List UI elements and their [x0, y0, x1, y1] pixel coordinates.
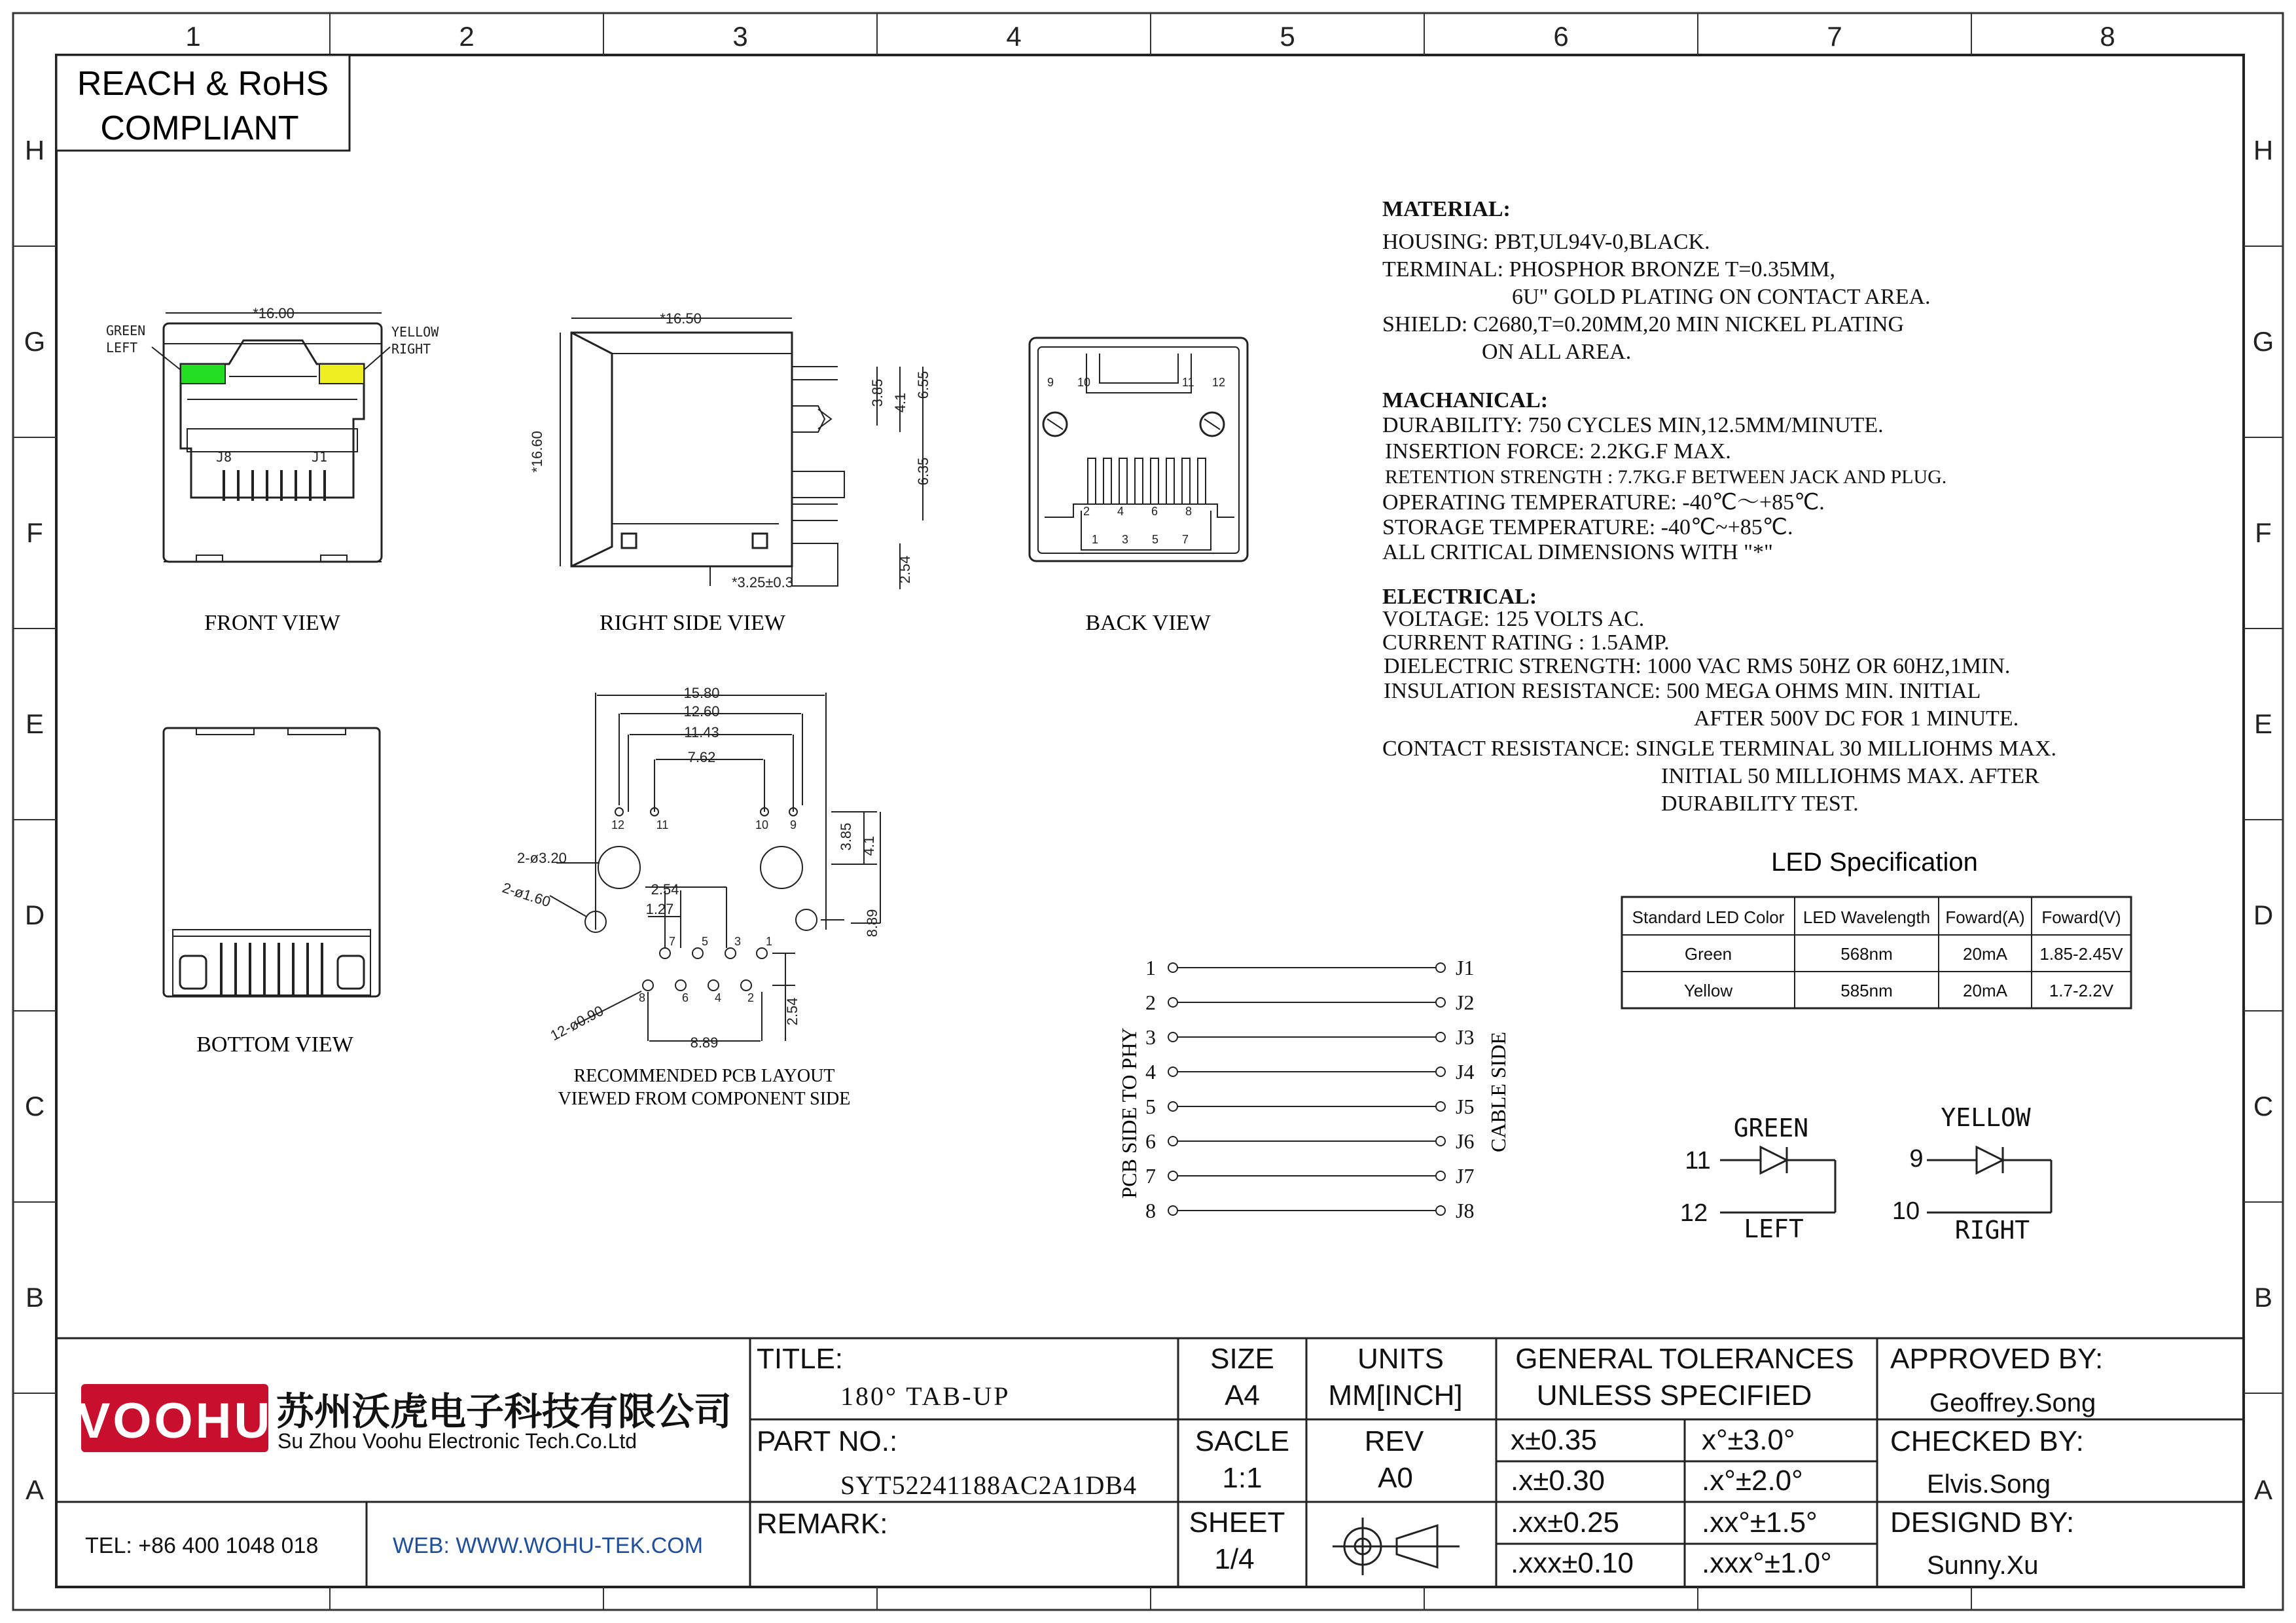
pcb-dim-254-a: 2.54: [651, 881, 679, 898]
right-side-view-label: RIGHT SIDE VIEW: [600, 611, 785, 635]
grid-row-label-left-C: C: [24, 1091, 45, 1122]
pcb-dim-1580: 15.80: [683, 685, 720, 701]
led-yellow-name: YELLOW: [1941, 1103, 2031, 1132]
sheet-label: SHEET: [1189, 1506, 1285, 1539]
units-label: UNITS: [1357, 1343, 1444, 1375]
grid-col-label-5: 5: [1280, 21, 1295, 52]
grid-row-label-right-H: H: [2253, 135, 2274, 166]
grid-row-label-left-F: F: [26, 517, 43, 548]
front-width-dim: *16.00: [253, 305, 295, 321]
right-pin-dim: *3.25±0.3: [731, 574, 794, 591]
mechanical-line-5: STORAGE TEMPERATURE: -40℃~+85℃.: [1382, 515, 1793, 539]
led-spec-title: LED Specification: [1771, 848, 1978, 877]
schematic-pin-row: [1145, 1095, 1474, 1118]
schematic-pin-left-label: 4: [1145, 1060, 1156, 1084]
right-height-dim: *16.60: [529, 431, 545, 473]
led-green-name: GREEN: [1733, 1114, 1809, 1142]
bottom-view-label: BOTTOM VIEW: [196, 1032, 353, 1057]
grid-col-label-2: 2: [459, 21, 475, 52]
grid-row-label-left-B: B: [25, 1282, 45, 1313]
grid-row-label-right-F: F: [2255, 517, 2272, 548]
schematic-pin-right-label: J8: [1456, 1199, 1475, 1222]
right-dim-41: 4.1: [892, 392, 908, 413]
back-pin-1: 1: [1092, 533, 1099, 546]
back-pin-4: 4: [1117, 505, 1124, 518]
grid-col-label-3: 3: [732, 21, 748, 52]
company-logo: [77, 1384, 273, 1452]
projection-symbol-icon: [1333, 1518, 1460, 1575]
schematic-pin-row: [1145, 991, 1474, 1014]
bottom-view: [164, 728, 380, 996]
schematic-pin-left-node: [1168, 963, 1177, 972]
front-led-yellow-label-2: RIGHT: [391, 341, 431, 357]
schematic-pin-right-label: J6: [1456, 1129, 1475, 1153]
pcb-labels: [500, 685, 880, 1051]
back-view-contacts: [1088, 458, 1206, 504]
electrical-line-7: INITIAL 50 MILLIOHMS MAX. AFTER: [1661, 764, 2039, 788]
led-schematic-yellow: [1927, 1147, 2051, 1213]
checked-label: CHECKED BY:: [1890, 1425, 2084, 1457]
schematic-right-label: CABLE SIDE: [1486, 1032, 1510, 1152]
pcb-pad-7: 7: [669, 935, 676, 948]
tolerance-title-2: UNLESS SPECIFIED: [1536, 1379, 1812, 1412]
electrical-line-1: VOLTAGE: 125 VOLTS AC.: [1382, 607, 1645, 631]
schematic-pin-right-label: J7: [1456, 1164, 1475, 1188]
schematic-pin-right-label: J1: [1456, 956, 1475, 979]
schematic-pin-row: [1145, 1025, 1474, 1049]
led-green-pin-11: 11: [1685, 1147, 1711, 1175]
material-line-2: TERMINAL: PHOSPHOR BRONZE T=0.35MM,: [1382, 257, 1836, 282]
pcb-hole-090: 12-ø0.90: [547, 1002, 607, 1044]
led-spec-row2-wavelength: 585nm: [1840, 981, 1893, 1000]
designed-value: Sunny.Xu: [1927, 1551, 2039, 1580]
pcb-pad-9: 9: [789, 818, 797, 831]
material-section: [1382, 197, 1931, 364]
schematic-pin-right-node: [1436, 998, 1445, 1007]
back-view: [1030, 338, 1247, 561]
electrical-line-2: CURRENT RATING : 1.5AMP.: [1382, 630, 1670, 655]
led-yellow-pin-9: 9: [1909, 1145, 1924, 1173]
size-value: A4: [1225, 1379, 1260, 1412]
electrical-line-6: CONTACT RESISTANCE: SINGLE TERMINAL 30 MILLIOHMS MAX.: [1382, 737, 2056, 761]
grid-col-label-8: 8: [2100, 21, 2115, 52]
led-spec-row2-color: Yellow: [1683, 981, 1733, 1000]
back-view-label: BACK VIEW: [1085, 611, 1211, 635]
led-spec-header-wavelength: LED Wavelength: [1803, 907, 1931, 927]
schematic-pin-left-node: [1168, 1206, 1177, 1215]
back-pin-7: 7: [1182, 533, 1189, 546]
front-pin-j1: J1: [312, 449, 328, 465]
material-line-4: SHIELD: C2680,T=0.20MM,20 MIN NICKEL PLATING: [1382, 312, 1905, 337]
title-label: TITLE:: [757, 1343, 844, 1375]
compliance-box: [56, 55, 350, 151]
led-yellow-side: RIGHT: [1954, 1216, 2030, 1245]
pcb-pad-5: 5: [702, 935, 709, 948]
led-spec-row1-forward-v: 1.85-2.45V: [2039, 944, 2123, 964]
electrical-line-3: DIELECTRIC STRENGTH: 1000 VAC RMS 50HZ OR 60HZ,1MIN.: [1384, 654, 2011, 678]
right-side-view: [529, 310, 931, 591]
tol-linear-1: .x±0.30: [1511, 1465, 1605, 1497]
grid-col-label-7: 7: [1827, 21, 1842, 52]
tol-angular-3: .xxx°±1.0°: [1702, 1547, 1832, 1579]
led-spec-row1-color: Green: [1684, 944, 1732, 964]
back-pin-3: 3: [1122, 533, 1129, 546]
electrical-title: ELECTRICAL:: [1382, 585, 1537, 609]
checked-value: Elvis.Song: [1927, 1470, 2051, 1499]
mechanical-title: MACHANICAL:: [1382, 388, 1549, 412]
schematic-pin-right-node: [1436, 1032, 1445, 1042]
schematic-pin-left-node: [1168, 998, 1177, 1007]
schematic-pin-left-label: 6: [1145, 1129, 1156, 1153]
approved-label: APPROVED BY:: [1890, 1343, 2104, 1375]
front-led-green-label-1: GREEN: [106, 323, 146, 338]
schematic-pin-left-node: [1168, 1032, 1177, 1042]
pcb-pad-3: 3: [734, 935, 742, 948]
company-name-cn: 苏州沃虎电子科技有限公司: [276, 1391, 732, 1433]
led-spec-row2-forward-v: 1.7-2.2V: [2049, 981, 2114, 1000]
mechanical-section: [1382, 388, 1946, 564]
schematic-pin-left-node: [1168, 1171, 1177, 1180]
schematic-pin-left-label: 8: [1145, 1199, 1156, 1222]
led-yellow-pin-10: 10: [1892, 1197, 1920, 1225]
mechanical-line-2: INSERTION FORCE: 2.2KG.F MAX.: [1385, 439, 1731, 464]
led-green-pin-12: 12: [1679, 1199, 1708, 1227]
front-led-yellow: [319, 364, 364, 384]
front-pin-j8: J8: [216, 449, 232, 465]
pcb-dim-889: 8.89: [690, 1034, 719, 1051]
tol-angular-1: .x°±2.0°: [1702, 1465, 1803, 1497]
size-label: SIZE: [1210, 1343, 1274, 1375]
right-depth-dim: *16.50: [660, 310, 702, 327]
schematic-pin-row: [1145, 1060, 1474, 1084]
pcb-pad-10: 10: [755, 818, 769, 831]
company-tel: TEL: +86 400 1048 018: [85, 1533, 319, 1558]
grid-column-markers-bottom: [330, 1587, 1971, 1610]
schematic-pin-right-label: J4: [1456, 1060, 1475, 1084]
company-name-en: Su Zhou Voohu Electronic Tech.Co.Ltd: [278, 1429, 637, 1453]
rev-value: A0: [1378, 1462, 1413, 1494]
schematic-pin-row: [1145, 956, 1474, 979]
electrical-section: [1382, 585, 2056, 816]
grid-row-label-right-A: A: [2253, 1474, 2273, 1505]
schematic-pin-row: [1145, 1164, 1474, 1188]
schematic-pin-left-label: 3: [1145, 1025, 1156, 1049]
schematic-pin-right-node: [1436, 1067, 1445, 1076]
pcb-hole-160: 2-ø1.60: [500, 879, 553, 911]
grid-row-markers-right: [2244, 135, 2283, 1505]
back-pin-5: 5: [1152, 533, 1159, 546]
right-dim-385: 3.85: [869, 378, 886, 407]
right-dim-655: 6.55: [915, 371, 931, 399]
material-line-5: ON ALL AREA.: [1482, 340, 1632, 364]
back-view-pin-labels: [1047, 376, 1225, 546]
front-view-label: FRONT VIEW: [204, 611, 340, 635]
grid-row-label-left-A: A: [25, 1474, 45, 1505]
tol-angular-2: .xx°±1.5°: [1702, 1506, 1818, 1539]
schematic-pin-left-node: [1168, 1102, 1177, 1111]
part-value: SYT52241188AC2A1DB4: [840, 1470, 1138, 1500]
pcb-pad-1: 1: [766, 935, 773, 948]
pcb-label-2: VIEWED FROM COMPONENT SIDE: [558, 1089, 851, 1109]
grid-col-label-4: 4: [1006, 21, 1022, 52]
mechanical-line-6: ALL CRITICAL DIMENSIONS WITH "*": [1382, 540, 1773, 564]
scale-label: SACLE: [1194, 1425, 1290, 1457]
tol-linear-0: x±0.35: [1511, 1424, 1597, 1456]
material-line-3: 6U" GOLD PLATING ON CONTACT AREA.: [1512, 285, 1931, 309]
back-pin-2: 2: [1083, 505, 1090, 518]
pcb-label-1: RECOMMENDED PCB LAYOUT: [573, 1066, 835, 1086]
compliance-line-2: COMPLIANT: [100, 109, 299, 147]
schematic-pin-right-node: [1436, 1102, 1445, 1111]
back-pin-6: 6: [1151, 505, 1158, 518]
schematic-pin-right-node: [1436, 1137, 1445, 1146]
grid-row-label-right-C: C: [2253, 1091, 2274, 1122]
pcb-hole-320: 2-ø3.20: [517, 850, 567, 866]
schematic-pin-right-label: J3: [1456, 1025, 1475, 1049]
pcb-pad-4: 4: [715, 991, 722, 1004]
front-led-green-label-2: LEFT: [106, 340, 138, 356]
scale-value: 1:1: [1222, 1462, 1263, 1494]
compliance-line-1: REACH & RoHS: [77, 65, 329, 103]
led-schematic-green: [1720, 1147, 1835, 1213]
schematic-pin-row: [1145, 1199, 1474, 1222]
back-pin-11: 11: [1182, 376, 1194, 389]
schematic-pin-left-label: 2: [1145, 991, 1156, 1014]
front-led-green: [181, 364, 225, 384]
grid-column-markers-top: [185, 13, 2115, 55]
title-block: [56, 1338, 2244, 1587]
led-spec-header-forward-a: Foward(A): [1945, 907, 2025, 927]
schematic-pin-row: [1145, 1129, 1474, 1153]
grid-row-markers-left: [13, 135, 56, 1505]
pcb-dim-1260: 12.60: [683, 703, 720, 720]
pcb-dim-889-vertical: 8.89: [864, 909, 880, 938]
tol-linear-2: .xx±0.25: [1511, 1506, 1620, 1539]
front-view: [106, 305, 439, 562]
pcb-dim-254-b: 2.54: [784, 997, 800, 1026]
material-title: MATERIAL:: [1382, 197, 1511, 221]
back-pin-10: 10: [1077, 376, 1091, 389]
back-pin-12: 12: [1212, 376, 1226, 389]
grid-row-label-left-H: H: [24, 135, 45, 166]
right-dim-254: 2.54: [897, 555, 913, 584]
pcb-dim-41: 4.1: [861, 835, 877, 856]
pcb-pad-8: 8: [639, 991, 646, 1004]
front-led-yellow-label-1: YELLOW: [391, 324, 439, 340]
electrical-line-5: AFTER 500V DC FOR 1 MINUTE.: [1694, 706, 2019, 731]
grid-col-label-6: 6: [1553, 21, 1569, 52]
tol-linear-3: .xxx±0.10: [1511, 1547, 1634, 1579]
front-contacts: [224, 470, 325, 501]
pcb-pad-6: 6: [682, 991, 689, 1004]
pcb-dim-762: 7.62: [687, 749, 716, 765]
logo-text: VOOHU: [77, 1393, 273, 1449]
approved-value: Geoffrey.Song: [1929, 1389, 2096, 1417]
company-web: WEB: WWW.WOHU-TEK.COM: [393, 1533, 704, 1558]
pin-schematic: [1145, 956, 1474, 1222]
part-label: PART NO.:: [757, 1425, 898, 1457]
schematic-pin-right-node: [1436, 963, 1445, 972]
schematic-pin-left-node: [1168, 1137, 1177, 1146]
schematic-left-label: PCB SIDE TO PHY: [1117, 1027, 1141, 1199]
front-housing: [164, 323, 382, 562]
designed-label: DESIGND BY:: [1890, 1506, 2075, 1539]
material-line-1: HOUSING: PBT,UL94V-0,BLACK.: [1382, 230, 1710, 254]
remark-label: REMARK:: [757, 1508, 888, 1540]
sheet-value: 1/4: [1214, 1543, 1255, 1575]
mechanical-line-1: DURABILITY: 750 CYCLES MIN,12.5MM/MINUTE.: [1382, 413, 1884, 437]
schematic-pin-left-label: 5: [1145, 1095, 1156, 1118]
pcb-pad-2: 2: [747, 991, 755, 1004]
pcb-pad-12: 12: [611, 818, 625, 831]
schematic-pin-right-node: [1436, 1171, 1445, 1180]
grid-row-label-right-E: E: [2253, 708, 2273, 739]
led-spec-row2-forward-a: 20mA: [1963, 981, 2007, 1000]
schematic-pin-right-label: J5: [1456, 1095, 1475, 1118]
pcb-dim-127: 1.27: [645, 901, 674, 917]
tolerance-title-1: GENERAL TOLERANCES: [1515, 1343, 1854, 1375]
mechanical-line-4: OPERATING TEMPERATURE: -40℃～+85℃.: [1382, 490, 1825, 515]
led-green-side: LEFT: [1744, 1214, 1804, 1243]
title-value: 180° TAB-UP: [840, 1381, 1011, 1411]
pcb-dim-385: 3.85: [838, 822, 854, 851]
grid-row-label-right-G: G: [2252, 326, 2274, 357]
led-spec-table: [1622, 897, 2131, 1008]
pcb-dim-1143: 11.43: [684, 724, 719, 740]
grid-row-label-left-D: D: [24, 900, 45, 930]
grid-col-label-1: 1: [185, 21, 201, 52]
schematic-pin-right-node: [1436, 1206, 1445, 1215]
grid-row-label-right-D: D: [2253, 900, 2274, 930]
electrical-line-4: INSULATION RESISTANCE: 500 MEGA OHMS MIN. INITIAL: [1384, 679, 1981, 703]
electrical-line-8: DURABILITY TEST.: [1661, 792, 1859, 816]
grid-row-label-left-E: E: [25, 708, 45, 739]
led-spec-row1-forward-a: 20mA: [1963, 944, 2007, 964]
units-value: MM[INCH]: [1328, 1379, 1463, 1412]
schematic-pin-left-node: [1168, 1067, 1177, 1076]
grid-row-label-right-B: B: [2253, 1282, 2273, 1313]
mechanical-line-3: RETENTION STRENGTH : 7.7KG.F BETWEEN JACK AND PLUG.: [1385, 466, 1947, 488]
pcb-layout: [550, 693, 880, 1041]
led-spec-header-forward-v: Foward(V): [2041, 907, 2121, 927]
led-spec-header-color: Standard LED Color: [1632, 907, 1785, 927]
schematic-pin-left-label: 7: [1145, 1164, 1156, 1188]
grid-row-label-left-G: G: [24, 326, 46, 357]
led-spec-row1-wavelength: 568nm: [1840, 944, 1893, 964]
pcb-pad-11: 11: [656, 818, 669, 831]
schematic-pin-left-label: 1: [1145, 956, 1156, 979]
back-pin-8: 8: [1185, 505, 1193, 518]
right-dim-635: 6.35: [915, 457, 931, 486]
schematic-pin-right-label: J2: [1456, 991, 1475, 1014]
tol-angular-0: x°±3.0°: [1702, 1424, 1795, 1456]
back-pin-9: 9: [1047, 376, 1054, 389]
rev-label: REV: [1364, 1425, 1424, 1457]
